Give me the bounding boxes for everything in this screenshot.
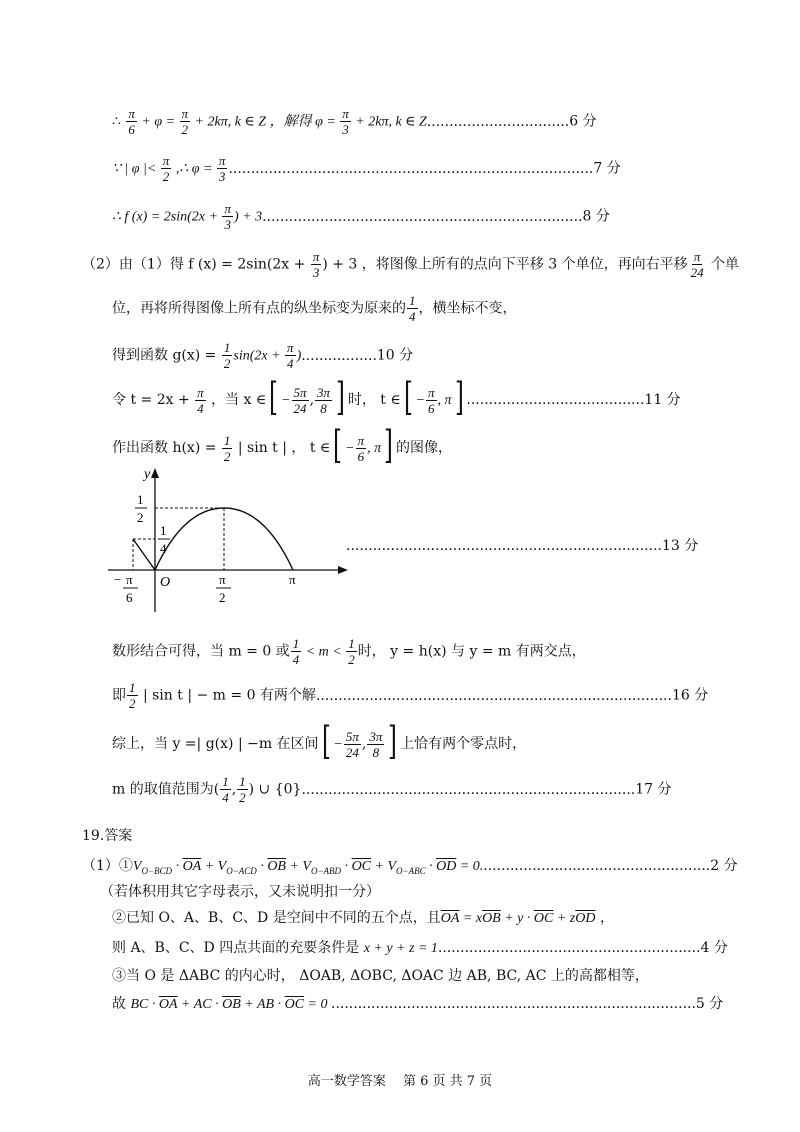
note-line: （若体积用其它字母表示，又未说明扣一分） [100,884,380,900]
question-19-heading: 19.答案 [82,828,133,844]
y-tick-half-den: 2 [137,510,144,525]
score-label: 17 分 [635,781,672,798]
graph-intro-line: 作出函数 h(x) = $\frac{1}{2}$ | sin t | ， t ∈[ − $\frac{\pi}{6}$ , π] 的图像， [112,423,452,467]
solution-line-13: .......................................................................13 分 [346,538,699,554]
summary-line: 综上，当 y =| g(x) | −m 在区间[ − $\frac{5\pi}{24}$ , $\frac{3\pi}{8}$ ] 上恰有两个零点时， [112,719,527,763]
incenter-line: ③当 O 是 ΔABC 的内心时， ΔOAB, ΔOBC, ΔOAC 边 AB, BC, AC 上的高都相等， [112,968,649,984]
page-footer: 高一数学答案 第 6 页 共 7 页 [307,1074,493,1089]
score-label: 13 分 [661,538,699,554]
solution-line-16: 即 $\frac{1}{2}$ | sin t | − m = 0 有两个解................................................................................16 分 [112,680,709,711]
solution-line-8: ∴ f (x) = 2sin(2x + $\frac{\pi}{3}$ ) + 3........................................................................8 分 [112,201,610,232]
x-tick-neg-num: π [126,572,133,587]
score-label: 8 分 [582,208,610,225]
y-tick-quarter-den: 4 [160,541,167,556]
y-tick-half-num: 1 [137,492,144,507]
score-label: 2 分 [710,858,738,874]
x-tick-neg-sign: − [114,572,122,587]
solution-line-11: 令 t = 2x + $\frac{\pi}{4}$ ，当 x ∈[ − $\frac{5\pi}{24}$ , $\frac{3\pi}{8}$ ] 时， t ∈[ − $\frac{\pi}{6}$ , π] ........................................11 分 [112,375,681,419]
curve [133,539,155,570]
score-label: 7 分 [593,160,621,177]
x-tick-mid-den: 2 [219,590,226,605]
solution-line-10: 得到函数 g(x) = $\frac{1}{2}$ sin(2x + $\frac{\pi}{4}$ ).................10 分 [112,340,414,371]
score-label: 10 分 [376,347,414,364]
solution-line-19-4: 则 A、B、C、D 四点共面的充要条件是 x + y + z = 1...........................................................4 分 [112,940,728,956]
intersection-line: 数形结合可得，当 m = 0 或 $\frac{1}{4}$ < m < $\frac{1}{2}$ 时， y = h(x) 与 y = m 有两交点， [112,636,586,667]
solution-line-19-2: $(1)①V_{O-BCD} \cdot \overline{OA} + V_{O-ACD} \cdot \overline{OB} + V_{O-ABD} \cdot \overline{OC} + V_{O-ABC} \cdot \overline{OD} = 0....................................................2$ 分 [82,858,738,876]
x-axis-arrow-icon [338,566,348,574]
part-2-line-cont: 位，再将所得图像上所有点的纵坐标变为原来的 $\frac{1}{4}$ ，横坐标不变， [112,293,517,324]
score-label: 6 分 [569,113,597,130]
score-label: 11 分 [644,392,681,408]
origin-label: O [160,575,171,590]
solution-line-6: ∴ $\frac{\pi}{6}$ + φ = $\frac{\pi}{2}$ + 2kπ, k ∈ Z ，解得 φ = $\frac{\pi}{3}$ + 2kπ, k ∈ Z................................6 分 [112,106,597,137]
solution-line-17: m 的取值范围为( $\frac{1}{4}$ , $\frac{1}{2}$ ) ∪ {0}...........................................................................17 分 [112,774,672,805]
solution-line-19-5: 故 BC · $\overline{OA}$ + AC · $\overline{OB}$ + AB · $\overline{OC} = 0$ ..................................................................................5 分 [112,996,724,1012]
score-label: 16 分 [671,687,709,704]
part-2-line: （2）由（1）得 f (x) = 2sin(2x + $\frac{\pi}{3}$ ) + 3 ，将图像上所有的点向下平移 3 个单位，再向右平移 $\frac{\pi}{24}$ 个单 [82,249,740,280]
y-axis-arrow-icon [151,468,159,478]
score-label: 4 分 [700,940,728,956]
fraction: $\frac{\pi}{6}$ [128,106,135,137]
x-tick-mid-num: π [219,572,226,587]
x-tick-pi: π [289,572,296,587]
condition-line: ②已知 O、A、B、C、D 是空间中不同的五个点，且$\overline{OA} = x\overline{OB} + y \cdot \overline{OC} + z\overline{OD}$ ， [112,910,614,926]
x-tick-neg-den: 6 [126,590,133,605]
solution-line-7: ∵ | φ |< $\frac{\pi}{2}$ ,∴ φ = $\frac{\pi}{3}$ ..................................................................................7 分 [112,153,621,184]
score-label: 5 分 [695,996,724,1012]
y-tick-quarter-num: 1 [160,523,167,538]
sin-graph [108,462,358,622]
y-axis-label: y [144,467,151,482]
